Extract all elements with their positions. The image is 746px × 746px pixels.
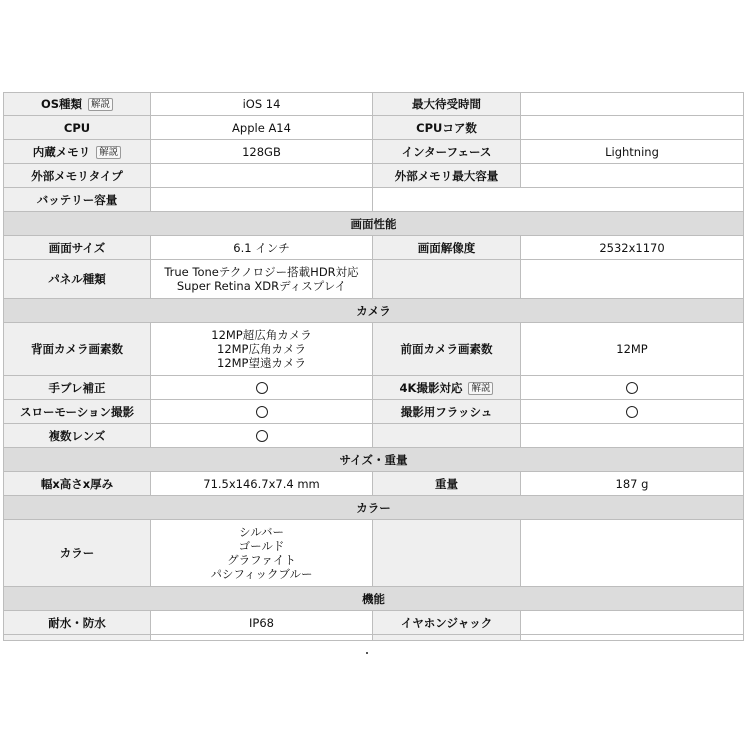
- section-color: カラー: [4, 496, 744, 520]
- rear-camera-line: 12MP超広角カメラ: [211, 328, 312, 342]
- circle-mark-icon: [626, 406, 638, 418]
- section-camera: カメラ: [4, 299, 744, 323]
- section-size: サイズ・重量: [4, 448, 744, 472]
- color-value: [151, 520, 373, 587]
- table-row: [4, 400, 744, 424]
- 4k-value: [521, 376, 744, 400]
- battery-value: [151, 188, 373, 212]
- table-row: [4, 236, 744, 260]
- cpu-label: CPU: [4, 116, 151, 140]
- waterproof-value: IP68: [151, 611, 373, 635]
- section-row: [4, 299, 744, 323]
- rear-camera-label: 背面カメラ画素数: [4, 323, 151, 376]
- table-row: [4, 260, 744, 299]
- color-line: ゴールド: [238, 539, 285, 553]
- table-row: [4, 424, 744, 448]
- memory-label: 内蔵メモリ 解説: [4, 140, 151, 164]
- spec-table: [3, 92, 744, 641]
- earphone-jack-label: イヤホンジャック: [373, 611, 521, 635]
- empty-cell: [521, 424, 744, 448]
- explain-badge[interactable]: 解説: [468, 382, 493, 395]
- table-row: [4, 188, 744, 212]
- circle-mark-icon: [256, 430, 268, 442]
- color-line: シルバー: [239, 525, 284, 539]
- stabilization-value: [151, 376, 373, 400]
- rear-camera-line: 12MP広角カメラ: [217, 342, 306, 356]
- ext-memory-max-value: [521, 164, 744, 188]
- cutoff-cell: [151, 635, 373, 641]
- waterproof-label: 耐水・防水: [4, 611, 151, 635]
- resolution-value: 2532x1170: [521, 236, 744, 260]
- cutoff-cell: [521, 635, 744, 641]
- weight-label: 重量: [373, 472, 521, 496]
- slowmo-label: スローモーション撮影: [4, 400, 151, 424]
- flash-label: 撮影用フラッシュ: [373, 400, 521, 424]
- circle-mark-icon: [256, 406, 268, 418]
- standby-value: [521, 93, 744, 116]
- empty-label-cell: [373, 260, 521, 299]
- section-row: [4, 212, 744, 236]
- weight-value: 187 g: [521, 472, 744, 496]
- table-row: [4, 611, 744, 635]
- cpu-cores-value: [521, 116, 744, 140]
- battery-label: バッテリー容量: [4, 188, 151, 212]
- rear-camera-value: [151, 323, 373, 376]
- empty-cell: [373, 188, 744, 212]
- panel-line: True Toneテクノロジー搭載HDR対応: [164, 265, 359, 279]
- cpu-value: Apple A14: [151, 116, 373, 140]
- flash-value: [521, 400, 744, 424]
- os-value: iOS 14: [151, 93, 373, 116]
- earphone-jack-value: [521, 611, 744, 635]
- cpu-cores-label: CPUコア数: [373, 116, 521, 140]
- empty-cell: [521, 520, 744, 587]
- cutoff-cell: [4, 635, 151, 641]
- rear-camera-line: 12MP望遠カメラ: [217, 356, 306, 370]
- table-row: [4, 472, 744, 496]
- color-label: カラー: [4, 520, 151, 587]
- panel-type-value: [151, 260, 373, 299]
- explain-badge[interactable]: 解説: [96, 146, 121, 159]
- stabilization-label: 手ブレ補正: [4, 376, 151, 400]
- stray-dot: [366, 652, 368, 654]
- section-feature: 機能: [4, 587, 744, 611]
- color-line: パシフィックブルー: [210, 567, 313, 581]
- os-label: OS種類 解説: [4, 93, 151, 116]
- interface-label: インターフェース: [373, 140, 521, 164]
- table-row: [4, 376, 744, 400]
- empty-label-cell: [373, 424, 521, 448]
- dimensions-value: 71.5x146.7x7.4 mm: [151, 472, 373, 496]
- panel-line: Super Retina XDRディスプレイ: [176, 279, 347, 293]
- color-line: グラファイト: [227, 553, 296, 567]
- table-row: [4, 635, 744, 641]
- memory-value: 128GB: [151, 140, 373, 164]
- table-row: [4, 520, 744, 587]
- resolution-label: 画面解像度: [373, 236, 521, 260]
- multi-lens-label: 複数レンズ: [4, 424, 151, 448]
- ext-memory-label: 外部メモリタイプ: [4, 164, 151, 188]
- front-camera-value: 12MP: [521, 323, 744, 376]
- table-row: [4, 323, 744, 376]
- empty-cell: [521, 260, 744, 299]
- cutoff-cell: [373, 635, 521, 641]
- front-camera-label: 前面カメラ画素数: [373, 323, 521, 376]
- empty-label-cell: [373, 520, 521, 587]
- interface-value: Lightning: [521, 140, 744, 164]
- table-row: [4, 116, 744, 140]
- circle-mark-icon: [626, 382, 638, 394]
- panel-type-label: パネル種類: [4, 260, 151, 299]
- table-row: [4, 93, 744, 116]
- section-row: [4, 587, 744, 611]
- slowmo-value: [151, 400, 373, 424]
- screen-size-label: 画面サイズ: [4, 236, 151, 260]
- ext-memory-value: [151, 164, 373, 188]
- multi-lens-value: [151, 424, 373, 448]
- table-row: [4, 164, 744, 188]
- standby-label: 最大待受時間: [373, 93, 521, 116]
- section-row: [4, 448, 744, 472]
- dimensions-label: 幅x高さx厚み: [4, 472, 151, 496]
- 4k-label: 4K撮影対応 解説: [373, 376, 521, 400]
- ext-memory-max-label: 外部メモリ最大容量: [373, 164, 521, 188]
- table-row: [4, 140, 744, 164]
- explain-badge[interactable]: 解説: [88, 98, 113, 111]
- section-row: [4, 496, 744, 520]
- circle-mark-icon: [256, 382, 268, 394]
- section-screen: 画面性能: [4, 212, 744, 236]
- screen-size-value: 6.1 インチ: [151, 236, 373, 260]
